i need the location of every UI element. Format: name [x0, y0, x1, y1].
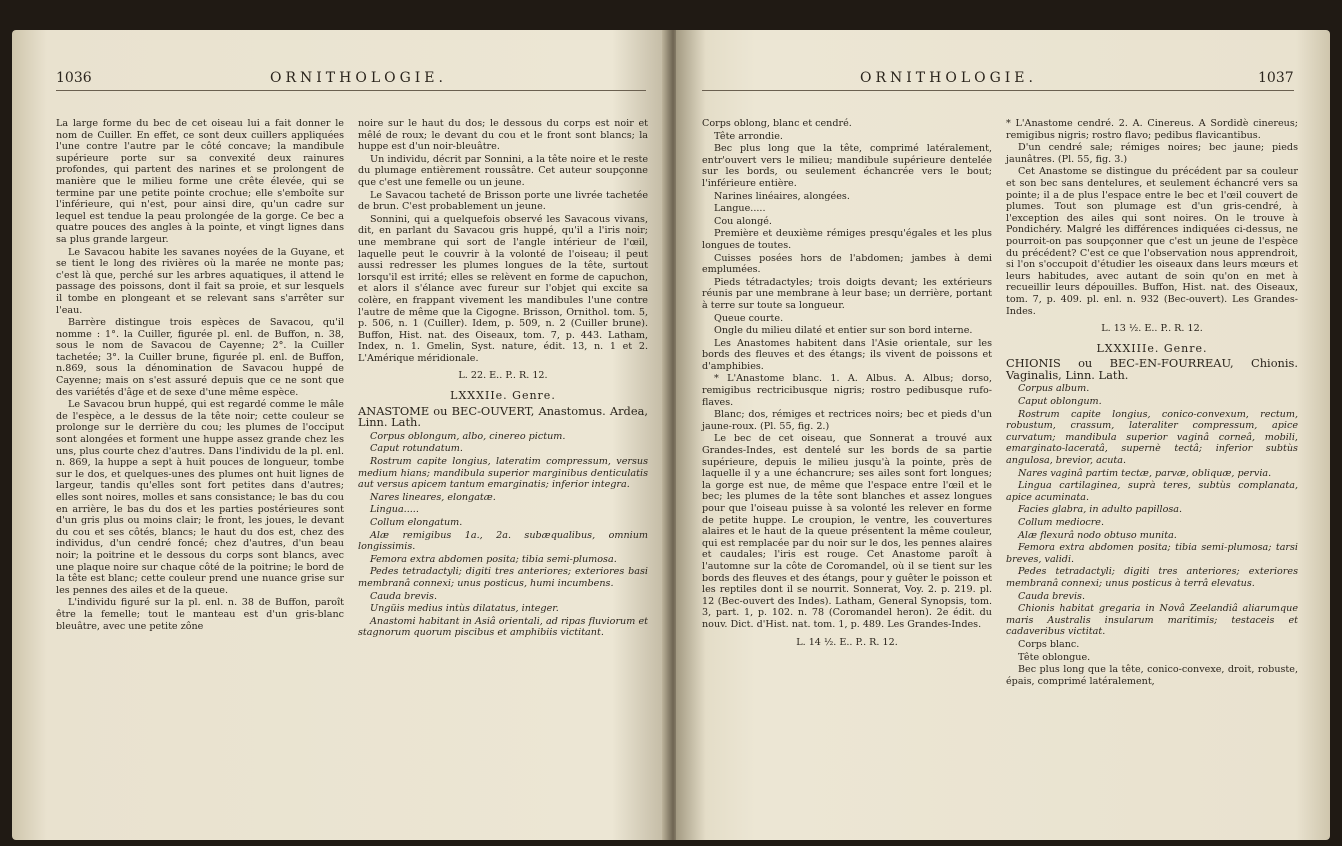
latin-line: Anastomi habitant in Asiâ orientali, ad ripas fluviorum et stagnorum quorum piscibus et amphibiis victitant. — [358, 615, 648, 639]
paragraph: Tête oblongue. — [1018, 651, 1091, 663]
latin-line: Nares vaginâ partim tectæ, parvæ, obliquæ, pervia. — [1018, 467, 1272, 479]
paragraph: noire sur le haut du dos; le dessous du corps est noir et mêlé de roux; le devant du cou et le front sont blancs; la huppe est d'un noir-bleuâtre. — [358, 118, 648, 153]
paragraph: Cou alongé. — [714, 215, 772, 227]
paragraph: Le bec de cet oiseau, que Sonnerat a trouvé aux Grandes-Indes, est dentelé sur les bords de sa partie supérieure, depuis le milieu jusqu'à la pointe, près de laquelle il y a une échancrure; ses ailes sont fort longues; la gorge est nue, de même que l'espace entre l'œil et le bec; les plumes de la tête sont blanches et assez longues pour que l'oiseau puisse à sa volonté les relever en forme de petite huppe. Le croupion, le ventre, les couvertures alaires et le haut de la queue présentent la même couleur, qui est remplacée par du noir sur le dos, les pennes alaires et caudales; l'iris est rouge. Cet Anastome paroît à l'automne sur la côte de Coromandel, où il se tient sur les bords des fleuves et des étangs, pour y guêter le poisson et les reptiles dont il se nourrit. Sonnerat, Voy. 2. p. 219. pl. 12 (Bec-ouvert des Indes). Latham, General Synopsis, tom. 3, part. 1, p. 102. n. 78 (Coromandel heron). 2e édit. du nouv. Dict. d'Hist. nat. tom. 1, p. 489. Les Grandes-Indes. — [702, 433, 992, 630]
paragraph: Première et deuxième rémiges presqu'égales et les plus longues de toutes. — [702, 228, 992, 251]
paragraph: Le Savacou brun huppé, qui est regardé comme le mâle de l'espèce, a le dessus de la tête noir; cette couleur se prolonge sur le derrière du cou; les plumes de l'occiput sont alongées et forment une huppe assez grande chez les uns, plus courte chez d'autres. Dans l'individu de la pl. enl. n. 869, la huppe a sept à huit pouces de longueur, tombe sur le dos, et quelques-unes des plumes ont huit lignes de largeur, tandis qu'elles sont fort petites dans d'autres; elles sont noires, molles et sans consistance; le bas du cou en arrière, le bas du dos et les parties postérieures sont d'un gris plus ou moins clair; le front, les joues, le devant du cou et ses côtés, blancs; le haut du dos est, chez des individus, d'un cendré foncé; chez d'autres, d'un beau noir; la poitrine et le dessous du corps sont blancs, avec une plaque noire sur chaque côté de la poitrine; le bord de la tête est blanc; cette couleur prend une nuance grise sur les pennes des ailes et de la queue. — [56, 399, 344, 596]
latin-line: Ungüis medius intùs dilatatus, integer. — [370, 603, 559, 615]
paragraph: Cuisses posées hors de l'abdomen; jambes à demi emplumées. — [702, 252, 992, 276]
header-rule-right — [702, 90, 1294, 91]
genre-heading: LXXXIIIe. Genre. — [1096, 341, 1208, 355]
latin-line: Femora extra abdomen posita; tibia semi-plumosa. — [370, 553, 617, 565]
paragraph: Barrère distingue trois espèces de Savacou, qu'il nomme : 1°. la Cuiller, figurée pl. enl. de Buffon, n. 38, sous le nom de Savacou de Cayenne; 2°. la Cuiller tachetée; 3°. la Cuiller brune, figurée pl. enl. de Buffon, n.869, sous la dénomination de Savacou huppé de Cayenne; mais on s'est assuré depuis que ce ne sont que des variétés d'âge et de sexe d'une même espèce. — [56, 317, 344, 398]
latin-line: Facies glabra, in adulto papillosa. — [1018, 504, 1183, 516]
latin-line: Alæ flexurâ nodo obtuso munita. — [1018, 529, 1177, 541]
latin-line: Corpus oblongum, albo, cinereo pictum. — [370, 430, 566, 442]
genre-heading: LXXXIIe. Genre. — [450, 389, 556, 403]
measurements: L. 14 ½. E.. P.. R. 12. — [796, 636, 898, 648]
paragraph: * L'Anastome cendré. 2. A. Cinereus. A Sordidè cinereus; remigibus nigris; rostro flavo; pedibus flavicantibus. — [1006, 118, 1298, 141]
latin-line: Caput oblongum. — [1018, 396, 1102, 408]
header-rule-left — [56, 90, 646, 91]
latin-line: Femora extra abdomen posita; tibia semi-plumosa; tarsi breves, validi. — [1006, 542, 1298, 565]
latin-line: Alæ remigibus 1a., 2a. subæqualibus, omnium longissimis. — [358, 529, 648, 553]
paragraph: D'un cendré sale; rémiges noires; bec jaune; pieds jaunâtres. (Pl. 55, fig. 3.) — [1006, 142, 1298, 165]
paragraph: Le Savacou habite les savanes noyées de la Guyane, et se tient le long des rivières où la marée ne monte pas; c'est là que, perché sur les arbres aquatiques, il attend le passage des poissons, dont il fait sa proie, et sur lesquels il tombe en plongeant et se relevant sans s'arrêter sur l'eau. — [56, 246, 344, 316]
latin-line: Pedes tetradactyli; digiti tres anteriores; exteriores membranâ connexi; unus posticus à terrâ elevatus. — [1006, 566, 1298, 589]
paragraph: Narines linéaires, alongées. — [714, 190, 850, 202]
right-page — [676, 30, 1330, 840]
paragraph: Langue..... — [714, 203, 766, 215]
measurements: L. 13 ½. E.. P.. R. 12. — [1101, 323, 1203, 335]
left-column-2 — [358, 118, 648, 640]
running-head-right: ORNITHOLOGIE. — [860, 70, 1037, 86]
left-page — [12, 30, 678, 840]
paragraph: L'individu figuré sur la pl. enl. n. 38 de Buffon, paroît être la femelle; tout le manteau est d'un gris-blanc bleuâtre, avec une petite zône — [56, 597, 344, 632]
paragraph: Tête arrondie. — [714, 130, 783, 142]
paragraph: La large forme du bec de cet oiseau lui a fait donner le nom de Cuiller. En effet, ce sont deux cuillers appliquées l'une contre l'autre par le côté concave; la mandibule supérieure porte sur sa convexité deux rainures profondes, qui partent des narines et se prolongent de manière que le milieu forme une crête élevée, qui se termine par une petite pointe crochue; elle s'emboîte sur l'inférieure, qui n'est, pour ainsi dire, qu'un cadre sur lequel est tendue la peau prolongée de la gorge. Ce bec a quatre pouces des angles à la pointe, et vingt lignes dans sa plus grande largeur. — [56, 118, 344, 245]
running-head-left: ORNITHOLOGIE. — [270, 70, 447, 86]
latin-line: Pedes tetradactyli; digiti tres anteriores; exteriores basi membranâ connexi; unus posticus, humi incumbens. — [358, 566, 648, 589]
latin-line: Lingua..... — [370, 504, 419, 516]
left-column-1 — [56, 118, 344, 633]
page-number-left: 1036 — [56, 70, 92, 86]
paragraph: Cet Anastome se distingue du précédent par sa couleur et son bec sans dentelures, et seulement échancré vers sa pointe; il a de plus l'espace entre le bec et l'œil couvert de plumes. Tout son plumage est d'un gris-cendré, à l'exception des ailes qui sont noires. On le trouve à Pondichéry. Malgré les différences indiquées ci-dessus, ne pourroit-on pas soupçonner que c'est un jeune de l'espèce du précédent? C'est ce que l'observation nous apprendroit, si l'on s'occupoit d'étudier les oiseaux dans leurs mœurs et leurs habitudes, avec autant de soin qu'on en met à recueillir leurs dépouilles. Buffon, Hist. nat. des Oiseaux, tom. 7, p. 409. pl. enl. n. 932 (Bec-ouvert). Les Grandes-Indes. — [1006, 166, 1298, 317]
paragraph: Bec plus long que la tête, comprimé latéralement, entr'ouvert vers le milieu; mandibule supérieure dentelée sur les bords, ou seulement échancrée vers le bout; l'inférieure entière. — [702, 143, 992, 189]
measurements: L. 22. E.. P.. R. 12. — [458, 370, 548, 382]
paragraph: Le Savacou tacheté de Brisson porte une livrée tachetée de brun. C'est probablement un jeune. — [358, 189, 648, 213]
page-number-right: 1037 — [1258, 70, 1294, 86]
paragraph: Pieds tétradactyles; trois doigts devant; les extérieurs réunis par une membrane à leur base; un derrière, portant à terre sur toute sa longueur. — [702, 276, 992, 311]
genus-title: ANASTOME ou BEC-OUVERT, Anastomus. Ardea, Linn. Lath. — [358, 403, 648, 430]
latin-line: Cauda brevis. — [1018, 590, 1086, 602]
latin-line: Nares lineares, elongatæ. — [370, 491, 496, 503]
latin-line: Rostrum capite longius, conico-convexum, rectum, robustum, crassum, lateraliter compressum, apice curvatum; mandibula superior vaginâ corneâ, mobili, emarginato-laceratâ, supernè tectâ; inferior subtùs angulosa, brevior, acuta. — [1006, 408, 1298, 467]
latin-line: Chionis habitat gregaria in Novâ Zeelandiâ aliarumque maris Australis insularum maritimis; testaceis et cadaveribus victitat. — [1006, 603, 1298, 638]
paragraph: * L'Anastome blanc. 1. A. Albus. A. Albus; dorso, remigibus rectricibusque nigris; rostro pedibusque rufo-flaves. — [702, 373, 992, 408]
right-column-1 — [702, 118, 992, 654]
latin-line: Cauda brevis. — [370, 590, 438, 602]
paragraph: Sonnini, qui a quelquefois observé les Savacous vivans, dit, en parlant du Savacou gris huppé, qu'il a l'iris noir; une membrane qui sort de l'angle intérieur de l'œil, laquelle peut le couvrir à la volonté de l'oiseau; il peut aussi redresser les plumes longues de la tête, surtout lorsqu'il est irrité; elles se relèvent en forme de capuchon, et alors il s'élance avec fureur sur l'objet qui excite sa colère, en frappant vivement les mandibules l'une contre l'autre de même que la Cigogne. Brisson, Ornithol. tom. 5, p. 506, n. 1 (Cuiller). Idem, p. 509, n. 2 (Cuiller brune). Buffon, Hist. nat. des Oiseaux, tom. 7, p. 443. Latham, Index, n. 1. Gmelin, Syst. nature, édit. 13, n. 1 et 2. L'Amérique méridionale. — [358, 213, 648, 364]
paragraph: Blanc; dos, rémiges et rectrices noirs; bec et pieds d'un jaune-roux. (Pl. 55, fig. 2.) — [702, 409, 992, 432]
paragraph: Ongle du milieu dilaté et entier sur son bord interne. — [714, 325, 973, 337]
paragraph: Les Anastomes habitent dans l'Asie orientale, sur les bords des fleuves et des étangs; ils vivent de poissons et d'amphibies. — [702, 337, 992, 372]
latin-line: Rostrum capite longius, lateratim compressum, versus medium hians; mandibula superior marginibus denticulatis aut versus apicem tantum emarginatis; inferior integra. — [358, 456, 648, 491]
latin-line: Collum elongatum. — [370, 517, 463, 528]
paragraph: Queue courte. — [714, 312, 784, 324]
paragraph: Un individu, décrit par Sonnini, a la tête noire et le reste du plumage entièrement roussâtre. Cet auteur soupçonne que c'est une femelle ou un jeune. — [358, 153, 648, 188]
right-column-2 — [1006, 118, 1298, 688]
latin-line: Collum mediocre. — [1018, 517, 1105, 528]
paragraph: Corps blanc. — [1018, 638, 1080, 650]
latin-line: Corpus album. — [1018, 383, 1090, 395]
paragraph: Bec plus long que la tête, conico-convexe, droit, robuste, épais, comprimé latéralement, — [1006, 664, 1298, 687]
paragraph: Corps oblong, blanc et cendré. — [702, 118, 852, 129]
latin-line: Lingua cartilaginea, suprà teres, subtùs complanata, apice acuminata. — [1006, 480, 1298, 503]
latin-line: Caput rotundatum. — [370, 443, 463, 455]
genus-title: CHIONIS ou BEC-EN-FOURREAU, Chionis. Vaginalis, Linn. Lath. — [1006, 356, 1298, 382]
